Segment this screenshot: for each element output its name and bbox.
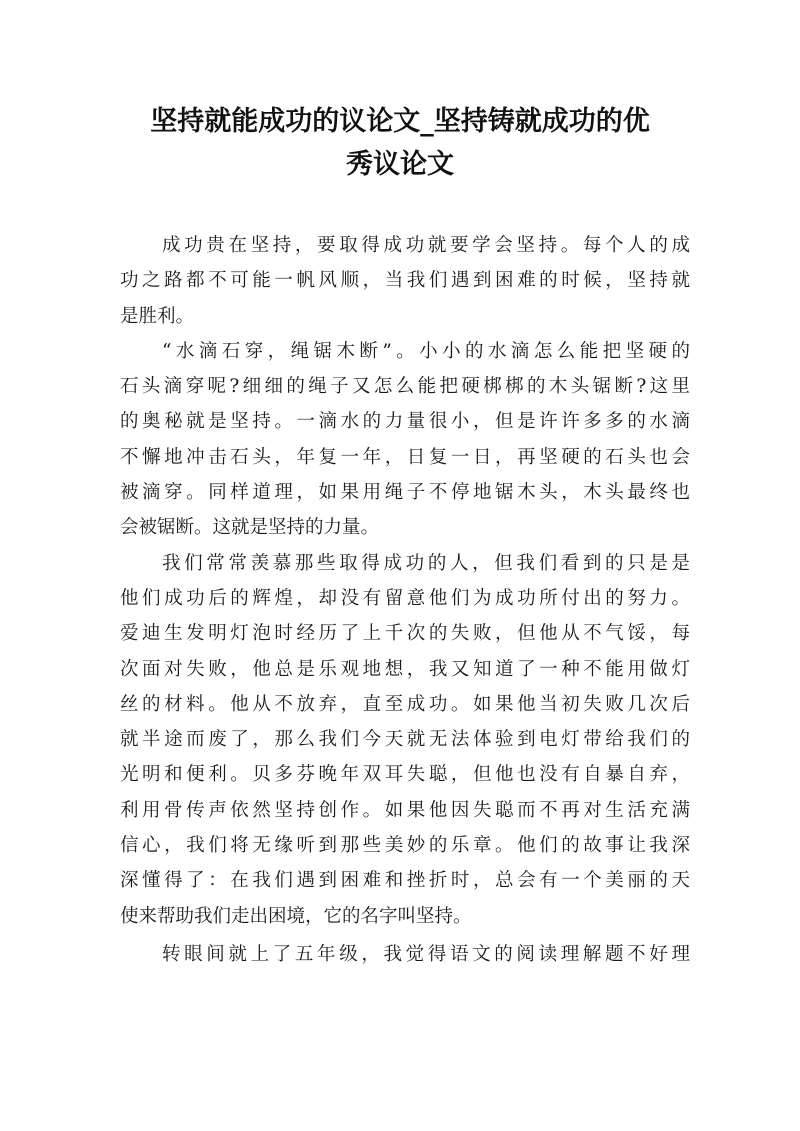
paragraph — [120, 546, 690, 934]
paragraph-line: 不懈地冲击石头，年复一年，日复一日，再坚硬的石头也会 — [120, 446, 690, 468]
paragraph — [120, 228, 690, 334]
paragraph-line: 深懂得了：在我们遇到困难和挫折时，总会有一个美丽的天 — [120, 870, 690, 892]
paragraph-line: 石头滴穿呢?细细的绳子又怎么能把硬梆梆的木头锯断?这里 — [120, 376, 690, 398]
paragraph-line: 功之路都不可能一帆风顺，当我们遇到困难的时候，坚持就 — [120, 270, 690, 292]
paragraph — [120, 937, 690, 972]
title-line-1: 坚持就能成功的议论文_坚持铸就成功的优 — [150, 106, 650, 137]
paragraph-line: 丝的材料。他从不放弃，直至成功。如果他当初失败几次后 — [120, 693, 690, 715]
paragraph-line: 会被锯断。这就是坚持的力量。 — [120, 517, 380, 539]
paragraph-line: 信心，我们将无缘听到那些美妙的乐章。他们的故事让我深 — [120, 835, 690, 857]
title-line-2: 秀议论文 — [346, 149, 454, 180]
document-body — [120, 228, 690, 972]
paragraph-line: 爱迪生发明灯泡时经历了上千次的失败，但他从不气馁，每 — [120, 623, 690, 645]
paragraph-line: 转眼间就上了五年级，我觉得语文的阅读理解题不好理 — [162, 943, 690, 965]
paragraph-line: 利用骨传声依然坚持创作。如果他因失聪而不再对生活充满 — [120, 799, 690, 821]
paragraph-line: 他们成功后的辉煌，却没有留意他们为成功所付出的努力。 — [120, 587, 690, 609]
paragraph-line: 就半途而废了，那么我们今天就无法体验到电灯带给我们的 — [120, 729, 690, 751]
paragraph-line: 是胜利。 — [120, 305, 195, 327]
document-title — [100, 100, 700, 186]
paragraph-line: 成功贵在坚持，要取得成功就要学会坚持。每个人的成 — [162, 235, 690, 256]
paragraph-line: 我们常常羡慕那些取得成功的人，但我们看到的只是是 — [162, 552, 690, 574]
paragraph-line: 的奥秘就是坚持。一滴水的力量很小，但是许许多多的水滴 — [120, 411, 690, 433]
paragraph-line: 被滴穿。同样道理，如果用绳子不停地锯木头，木头最终也 — [120, 482, 690, 504]
paragraph-line: 次面对失败，他总是乐观地想，我又知道了一种不能用做灯 — [120, 658, 690, 680]
paragraph — [120, 334, 690, 546]
paragraph-line: “水滴石穿，绳锯木断”。小小的水滴怎么能把坚硬的 — [162, 340, 690, 362]
paragraph-line: 光明和便利。贝多芬晚年双耳失聪，但他也没有自暴自弃， — [120, 764, 690, 786]
paragraph-line: 使来帮助我们走出困境，它的名字叫坚持。 — [120, 905, 472, 927]
